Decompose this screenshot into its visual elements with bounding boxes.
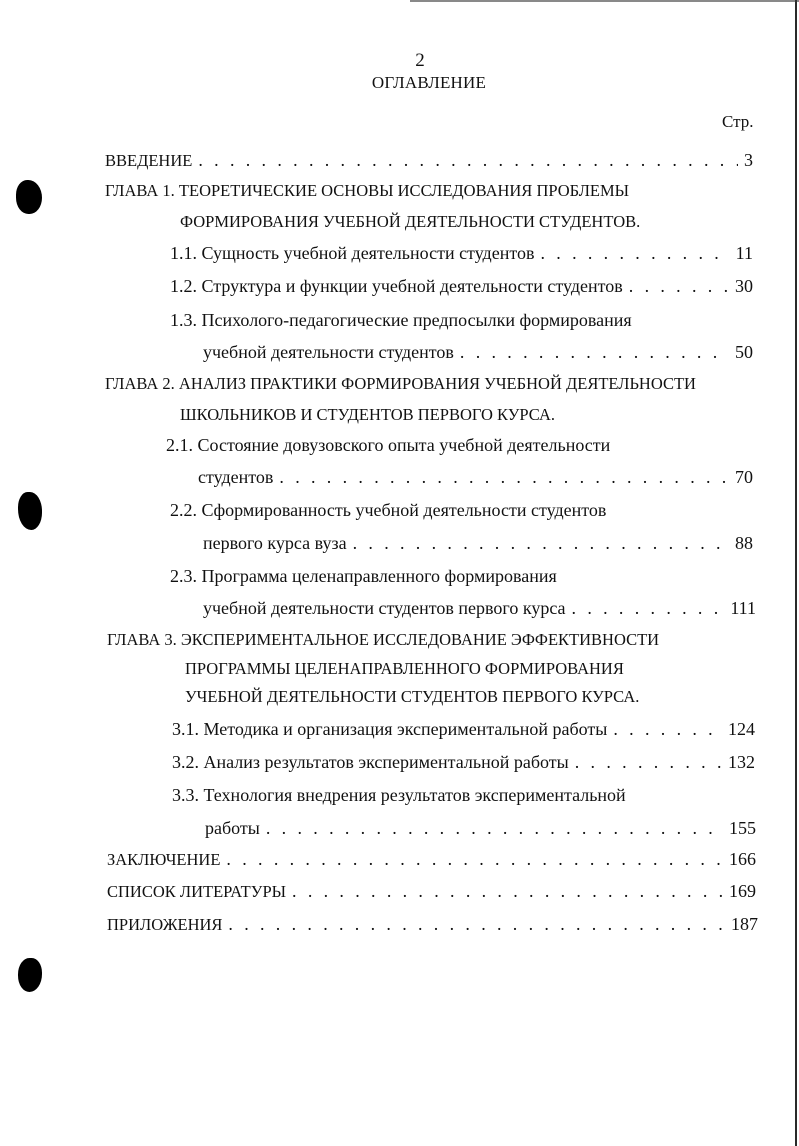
toc-entry-title: ВВЕДЕНИЕ — [105, 151, 193, 170]
toc-entry-3-3[interactable] — [205, 815, 756, 841]
toc-entry-2-1-line-1[interactable]: 2.1. Состояние довузовского опыта учебной деятельности — [166, 435, 611, 455]
toc-chapter-3-line-2[interactable]: ПРОГРАММЫ ЦЕЛЕНАПРАВЛЕННОГО ФОРМИРОВАНИЯ — [185, 659, 624, 678]
dot-leader — [198, 147, 738, 173]
toc-entry-2-3-line-1[interactable]: 2.3. Программа целенаправленного формирования — [170, 566, 557, 586]
toc-entry-3-3-line-1[interactable]: 3.3. Технология внедрения результатов экспериментальной — [172, 785, 626, 805]
toc-entry-references[interactable] — [107, 878, 756, 904]
toc-entry-title: студентов — [198, 467, 274, 487]
toc-entry-page: 124 — [728, 719, 755, 739]
page-column-header: Стр. — [722, 112, 754, 131]
toc-entry-page: 132 — [728, 752, 755, 772]
toc-entry-title: ЗАКЛЮЧЕНИЕ — [107, 850, 221, 869]
toc-entry-page: 88 — [735, 533, 753, 553]
page-number: 2 — [415, 50, 425, 71]
toc-entry-2-2-line-1[interactable]: 2.2. Сформированность учебной деятельности студентов — [170, 500, 607, 520]
dot-leader — [540, 240, 729, 266]
toc-entry-1-3[interactable] — [203, 339, 753, 365]
scan-border-top — [410, 0, 799, 2]
toc-entry-2-3[interactable] — [203, 595, 756, 621]
toc-entry-title: ПРИЛОЖЕНИЯ — [107, 915, 223, 934]
punch-hole-mark — [18, 958, 42, 992]
dot-leader — [279, 464, 729, 490]
dot-leader — [629, 273, 729, 299]
toc-entry-title: 1.1. Сущность учебной деятельности студентов — [170, 243, 535, 263]
toc-entry-1-1[interactable] — [170, 240, 753, 266]
toc-chapter-1-line-2[interactable]: ФОРМИРОВАНИЯ УЧЕБНОЙ ДЕЯТЕЛЬНОСТИ СТУДЕНТОВ. — [180, 212, 641, 231]
dot-leader — [572, 595, 725, 621]
toc-entry-title: 3.2. Анализ результатов экспериментальной работы — [172, 752, 569, 772]
dot-leader — [460, 339, 729, 365]
toc-entry-title: 1.2. Структура и функции учебной деятельности студентов — [170, 276, 623, 296]
toc-entry-page: 30 — [735, 276, 753, 296]
toc-entry-1-2[interactable] — [170, 273, 753, 299]
toc-entry-page: 11 — [735, 243, 753, 263]
toc-entry-page: 169 — [729, 881, 756, 901]
toc-entry-page: 155 — [729, 818, 756, 838]
dot-leader — [266, 815, 723, 841]
toc-entry-2-2[interactable] — [203, 530, 753, 556]
toc-entry-title: учебной деятельности студентов первого курса — [203, 598, 566, 618]
dot-leader — [575, 749, 722, 775]
toc-entry-page: 3 — [744, 150, 753, 170]
toc-entry-title: СПИСОК ЛИТЕРАТУРЫ — [107, 882, 287, 901]
toc-chapter-2-line-1[interactable]: ГЛАВА 2. АНАЛИЗ ПРАКТИКИ ФОРМИРОВАНИЯ УЧЕБНОЙ ДЕЯТЕЛЬНОСТИ — [105, 374, 696, 393]
scan-border-right — [795, 0, 797, 1146]
toc-entry-3-1[interactable] — [172, 716, 755, 742]
toc-entry-3-2[interactable] — [172, 749, 755, 775]
punch-hole-mark — [18, 492, 42, 530]
punch-hole-mark — [16, 180, 42, 214]
toc-entry-page: 111 — [730, 598, 756, 618]
page-title: ОГЛАВЛЕНИЕ — [371, 73, 487, 92]
toc-entry-appendices[interactable] — [107, 911, 758, 937]
toc-entry-title: работы — [205, 818, 260, 838]
toc-entry-title: 3.1. Методика и организация экспериментальной работы — [172, 719, 608, 739]
toc-entry-introduction[interactable] — [105, 147, 753, 173]
toc-chapter-1-line-1[interactable]: ГЛАВА 1. ТЕОРЕТИЧЕСКИЕ ОСНОВЫ ИССЛЕДОВАНИЯ ПРОБЛЕМЫ — [105, 181, 630, 200]
toc-entry-page: 50 — [735, 342, 753, 362]
toc-entry-page: 187 — [731, 914, 758, 934]
toc-chapter-3-line-1[interactable]: ГЛАВА 3. ЭКСПЕРИМЕНТАЛЬНОЕ ИССЛЕДОВАНИЕ ЭФФЕКТИВНОСТИ — [107, 630, 660, 649]
toc-entry-conclusion[interactable] — [107, 846, 756, 872]
toc-entry-page: 70 — [735, 467, 753, 487]
toc-entry-title: учебной деятельности студентов — [203, 342, 454, 362]
dot-leader — [613, 716, 722, 742]
toc-entry-1-3-line-1[interactable]: 1.3. Психолого-педагогические предпосылки формирования — [170, 310, 632, 330]
toc-entry-2-1[interactable] — [198, 464, 753, 490]
toc-entry-page: 166 — [729, 849, 756, 869]
toc-chapter-3-line-3[interactable]: УЧЕБНОЙ ДЕЯТЕЛЬНОСТИ СТУДЕНТОВ ПЕРВОГО КУРСА. — [185, 687, 640, 706]
dot-leader — [228, 911, 725, 937]
toc-entry-title: первого курса вуза — [203, 533, 347, 553]
dot-leader — [292, 878, 723, 904]
dot-leader — [353, 530, 729, 556]
dot-leader — [226, 846, 723, 872]
toc-chapter-2-line-2[interactable]: ШКОЛЬНИКОВ И СТУДЕНТОВ ПЕРВОГО КУРСА. — [180, 405, 555, 424]
